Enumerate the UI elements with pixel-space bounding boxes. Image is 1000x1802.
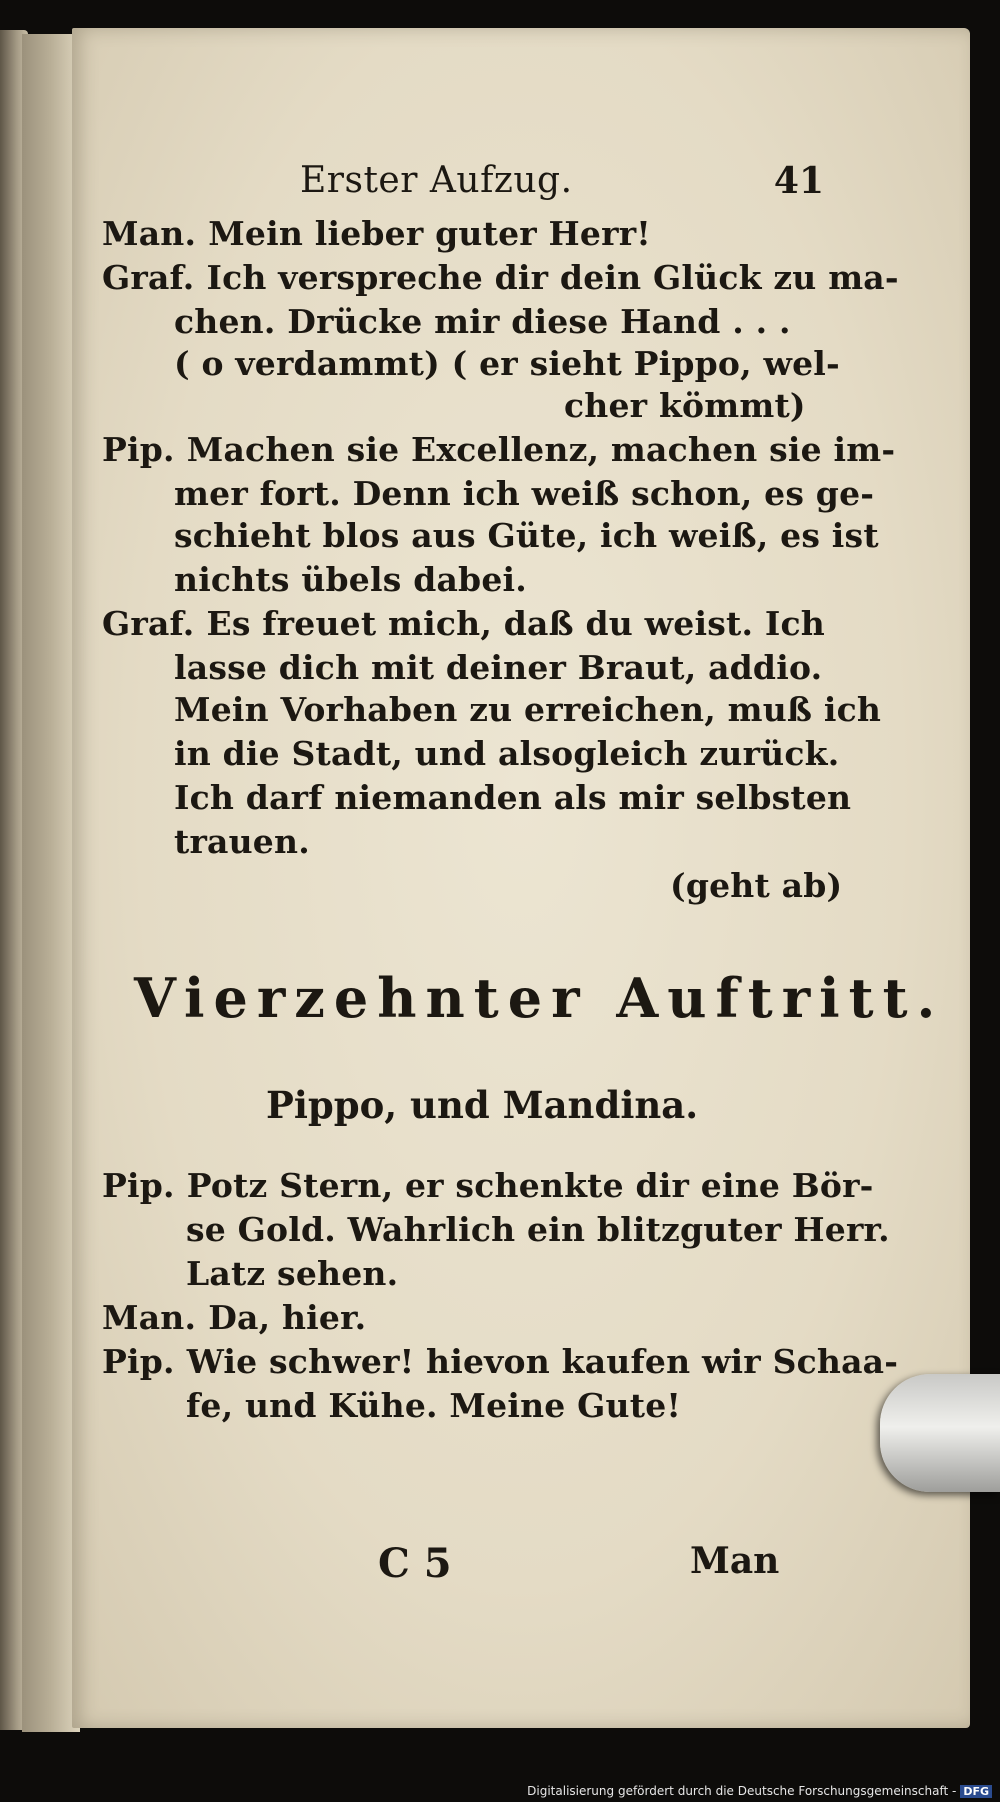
speaker-label: Graf.	[102, 604, 195, 643]
page-number: 41	[773, 160, 824, 202]
dialogue-line	[186, 1210, 890, 1249]
line-text: Potz Stern, er schenkte dir eine Bör-	[186, 1166, 874, 1205]
line-text: lasse dich mit deiner Braut, addio.	[174, 648, 823, 687]
dialogue-line	[174, 648, 822, 687]
line-text: Ich darf niemanden als mir selbsten	[174, 778, 852, 817]
dialogue-line	[174, 690, 881, 729]
line-text: cher kömmt)	[564, 386, 806, 425]
line-text: (geht ab)	[670, 866, 843, 905]
dfg-logo: DFG	[960, 1785, 992, 1798]
credit-footer	[527, 1784, 992, 1798]
stage-direction	[564, 386, 806, 425]
page-header	[300, 160, 840, 210]
line-text: Machen sie Excellenz, machen sie im-	[186, 430, 896, 469]
dialogue-line	[174, 302, 791, 341]
signature-mark: C 5	[378, 1540, 452, 1587]
dialogue-line	[174, 734, 839, 773]
line-text: trauen.	[174, 822, 310, 861]
scene-title: Vierzehnter Auftritt.	[134, 966, 945, 1030]
speaker-label: Man.	[102, 1298, 197, 1337]
line-text: nichts übels dabei.	[174, 560, 527, 599]
running-head: Erster Aufzug.	[300, 160, 573, 201]
line-text: Mein lieber guter Herr!	[208, 214, 651, 253]
dialogue-line	[102, 1342, 898, 1381]
line-text: Ich verspreche dir dein Glück zu ma-	[206, 258, 899, 297]
line-text: Da, hier.	[208, 1298, 367, 1337]
dialogue-line	[102, 214, 651, 253]
dialogue-line	[174, 560, 527, 599]
page-holder-clip	[880, 1374, 1000, 1492]
line-text: fe, und Kühe. Meine Gute!	[186, 1386, 682, 1425]
dialogue-line	[102, 258, 899, 297]
scene-cast: Pippo, und Mandina.	[266, 1083, 699, 1127]
line-text: se Gold. Wahrlich ein blitzguter Herr.	[186, 1210, 890, 1249]
dialogue-line	[102, 604, 825, 643]
speaker-label: Pip.	[102, 1342, 175, 1381]
line-text: mer fort. Denn ich weiß schon, es ge-	[174, 474, 875, 513]
line-text: Wie schwer! hievon kaufen wir Schaa-	[186, 1342, 899, 1381]
dialogue-line	[174, 344, 840, 383]
dialogue-line	[186, 1254, 398, 1293]
dialogue-line	[174, 474, 874, 513]
speaker-label: Graf.	[102, 258, 195, 297]
line-text: Latz sehen.	[186, 1254, 399, 1293]
dialogue-line	[102, 1166, 874, 1205]
dialogue-line	[174, 516, 879, 555]
stage-direction	[670, 866, 842, 905]
dialogue-line	[186, 1386, 681, 1425]
line-text: ( o verdammt) ( er sieht Pippo, wel-	[174, 344, 840, 383]
line-text: in die Stadt, und alsogleich zurück.	[174, 734, 840, 773]
dialogue-line	[174, 822, 310, 861]
dialogue-line	[102, 1298, 366, 1337]
dialogue-line	[102, 430, 895, 469]
catchword: Man	[690, 1540, 780, 1582]
line-text: Es freuet mich, daß du weist. Ich	[206, 604, 825, 643]
credit-text: Digitalisierung gefördert durch die Deutsche Forschungsgemeinschaft -	[527, 1784, 957, 1798]
line-text: schieht blos aus Güte, ich weiß, es ist	[174, 516, 879, 555]
line-text: chen. Drücke mir diese Hand . . .	[174, 302, 791, 341]
speaker-label: Man.	[102, 214, 197, 253]
speaker-label: Pip.	[102, 1166, 175, 1205]
speaker-label: Pip.	[102, 430, 175, 469]
dialogue-line	[174, 778, 851, 817]
line-text: Mein Vorhaben zu erreichen, muß ich	[174, 690, 882, 729]
